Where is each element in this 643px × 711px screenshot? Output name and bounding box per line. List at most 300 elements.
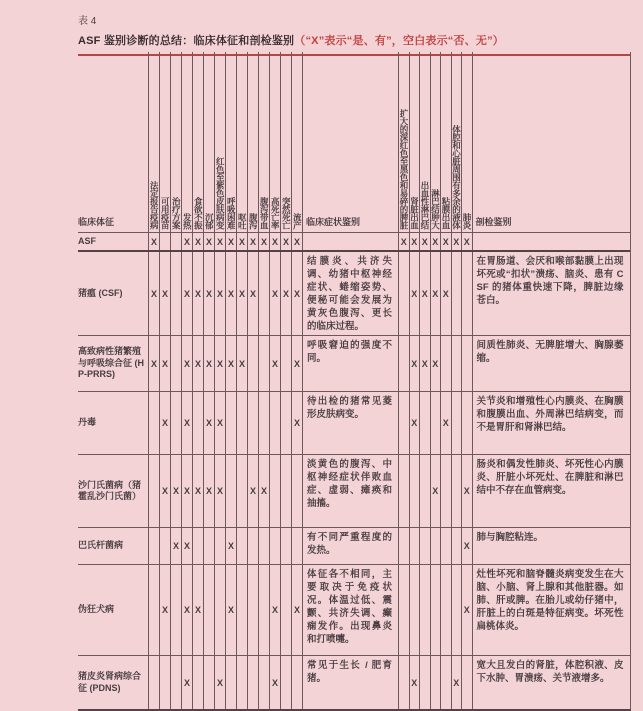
- table-row: [78, 655, 630, 709]
- mark-cell-clinical-8: [236, 336, 247, 391]
- mark-cell-clinical-6: [214, 392, 225, 454]
- x-mark: X: [271, 358, 278, 369]
- column-header-necropsy-diff: [472, 52, 630, 232]
- x-mark: X: [293, 288, 300, 299]
- mark-cell-clinical-12: [280, 656, 291, 709]
- mark-cell-necropsy-2: [419, 656, 430, 709]
- necropsy-diff-text: 肺与胸腔粘连。: [476, 532, 544, 543]
- x-mark: X: [216, 358, 223, 369]
- disease-name: 沙门氏菌病（猪霍乱沙门氏菌）: [78, 479, 142, 501]
- mark-cell-clinical-7: [225, 336, 236, 391]
- mark-cell-clinical-3: [181, 233, 192, 250]
- column-header-clinical-12: [280, 52, 291, 232]
- x-mark: X: [282, 288, 289, 299]
- mark-cell-clinical-6: [214, 336, 225, 391]
- x-mark: X: [161, 418, 168, 428]
- mark-cell-clinical-5: [203, 336, 214, 391]
- x-mark: X: [411, 236, 418, 247]
- column-header-clinical-2: [170, 52, 181, 232]
- clinical-diff-text: 呼吸窘迫的强度不同。: [307, 340, 392, 364]
- x-mark: X: [161, 358, 168, 369]
- mark-cell-clinical-13: [291, 565, 302, 655]
- column-header-label: 突然死亡: [281, 197, 291, 229]
- mark-cell-clinical-13: [291, 528, 302, 564]
- x-mark: X: [183, 541, 190, 551]
- row-label: [78, 233, 148, 250]
- x-mark: X: [172, 486, 179, 496]
- column-header-label: 沉郁: [204, 213, 214, 229]
- mark-cell-clinical-7: [225, 528, 236, 564]
- necropsy-diff-text: 宽大且发白的肾脏，体腔积液、皮下水肿、胃溃疡、关节液增多。: [476, 660, 624, 684]
- mark-cell-necropsy-2: [419, 233, 430, 250]
- mark-cell-necropsy-5: [451, 336, 462, 391]
- x-mark: X: [183, 677, 190, 688]
- mark-cell-necropsy-2: [419, 336, 430, 391]
- disease-name: 巴氏杆菌病: [78, 540, 124, 551]
- table-header-row: [78, 52, 630, 232]
- mark-cell-necropsy-5: [451, 252, 462, 335]
- table-row: [78, 232, 630, 250]
- x-mark: X: [227, 236, 234, 247]
- disease-name: 猪瘟 (CSF): [78, 287, 123, 298]
- x-mark: X: [194, 358, 201, 369]
- mark-cell-clinical-0: [148, 252, 159, 335]
- mark-cell-clinical-5: [203, 656, 214, 709]
- mark-cell-clinical-11: [269, 392, 280, 454]
- column-header-clinical-4: [192, 52, 203, 232]
- mark-cell-clinical-5: [203, 565, 214, 655]
- necropsy-diff-text-cell: [472, 392, 630, 454]
- mark-cell-necropsy-6: [461, 336, 472, 391]
- mark-cell-clinical-2: [170, 528, 181, 564]
- mark-cell-clinical-3: [181, 392, 192, 454]
- column-header-necropsy-6: [461, 52, 472, 232]
- x-mark: X: [216, 288, 223, 299]
- mark-cell-clinical-10: [258, 233, 269, 250]
- mark-cell-clinical-1: [159, 392, 170, 454]
- mark-cell-clinical-0: [148, 528, 159, 564]
- mark-cell-clinical-1: [159, 528, 170, 564]
- mark-cell-necropsy-5: [451, 528, 462, 564]
- x-mark: X: [194, 486, 201, 496]
- row-label: [78, 392, 148, 454]
- mark-cell-clinical-12: [280, 233, 291, 250]
- mark-cell-clinical-6: [214, 252, 225, 335]
- mark-cell-clinical-1: [159, 565, 170, 655]
- mark-cell-clinical-12: [280, 528, 291, 564]
- mark-cell-clinical-1: [159, 336, 170, 391]
- table-number: 表 4: [78, 16, 97, 27]
- mark-cell-clinical-0: [148, 392, 159, 454]
- necropsy-diff-text-cell: [472, 565, 630, 655]
- column-header-necropsy-1: [409, 52, 420, 232]
- mark-cell-necropsy-0: [398, 252, 409, 335]
- mark-cell-clinical-8: [236, 455, 247, 527]
- x-mark: X: [161, 605, 168, 615]
- mark-cell-necropsy-4: [440, 392, 451, 454]
- mark-cell-clinical-2: [170, 252, 181, 335]
- row-label: [78, 455, 148, 527]
- x-mark: X: [463, 486, 470, 496]
- mark-cell-clinical-13: [291, 656, 302, 709]
- mark-cell-clinical-9: [247, 233, 258, 250]
- column-header-label: 淋巴结肿大: [430, 189, 440, 229]
- mark-cell-necropsy-0: [398, 565, 409, 655]
- mark-cell-clinical-9: [247, 336, 258, 391]
- necropsy-diff-text-cell: [472, 336, 630, 391]
- mark-cell-clinical-2: [170, 656, 181, 709]
- mark-cell-clinical-7: [225, 455, 236, 527]
- column-header-label: 治疗方案: [171, 197, 181, 229]
- clinical-diff-text-cell: [302, 565, 398, 655]
- x-mark: X: [463, 236, 470, 247]
- table-row: [78, 335, 630, 391]
- necropsy-diff-text: 间质性肺炎、无脾脏增大、胸腺萎缩。: [476, 340, 624, 364]
- column-header-clinical-3: [181, 52, 192, 232]
- x-mark: X: [411, 677, 418, 688]
- mark-cell-clinical-4: [192, 233, 203, 250]
- mark-cell-clinical-5: [203, 252, 214, 335]
- mark-cell-necropsy-0: [398, 336, 409, 391]
- x-mark: X: [442, 288, 449, 299]
- necropsy-diff-text-cell: [472, 528, 630, 564]
- x-mark: X: [238, 236, 245, 247]
- mark-cell-clinical-10: [258, 455, 269, 527]
- corner-label: 临床体征: [78, 217, 115, 227]
- column-header-label: 呼吸困难: [226, 197, 236, 229]
- clinical-diff-text-cell: [302, 656, 398, 709]
- mark-cell-clinical-13: [291, 233, 302, 250]
- x-mark: X: [150, 288, 157, 299]
- mark-cell-clinical-8: [236, 565, 247, 655]
- mark-cell-clinical-9: [247, 656, 258, 709]
- mark-cell-clinical-13: [291, 252, 302, 335]
- clinical-diff-text-cell: [302, 252, 398, 335]
- mark-cell-clinical-4: [192, 528, 203, 564]
- clinical-diff-label: 临床症状鉴别: [306, 217, 361, 227]
- mark-cell-necropsy-4: [440, 656, 451, 709]
- disease-name: ASF: [78, 235, 96, 246]
- mark-cell-clinical-10: [258, 336, 269, 391]
- mark-cell-clinical-9: [247, 455, 258, 527]
- x-mark: X: [183, 605, 190, 615]
- x-mark: X: [260, 236, 267, 247]
- mark-cell-clinical-0: [148, 455, 159, 527]
- mark-cell-necropsy-3: [430, 528, 441, 564]
- corner-clinical-signs-header: [78, 52, 148, 232]
- row-label: [78, 528, 148, 564]
- mark-cell-clinical-5: [203, 528, 214, 564]
- column-header-necropsy-4: [440, 52, 451, 232]
- x-mark: X: [150, 236, 157, 247]
- mark-cell-clinical-11: [269, 233, 280, 250]
- mark-cell-clinical-6: [214, 656, 225, 709]
- mark-cell-necropsy-6: [461, 455, 472, 527]
- column-header-label: 可用疫苗: [160, 197, 170, 229]
- mark-cell-necropsy-3: [430, 336, 441, 391]
- column-header-necropsy-2: [419, 52, 430, 232]
- x-mark: X: [194, 236, 201, 247]
- mark-cell-clinical-11: [269, 656, 280, 709]
- mark-cell-necropsy-3: [430, 233, 441, 250]
- mark-cell-necropsy-6: [461, 656, 472, 709]
- clinical-diff-text: 结膜炎、共济失调、幼猪中枢神经症状、蜷缩姿势、便秘可能会发展为黄灰色腹泻、更长的临床过程。: [307, 256, 392, 332]
- x-mark: X: [442, 418, 449, 428]
- column-header-label: 呕吐: [237, 213, 247, 229]
- x-mark: X: [260, 486, 267, 496]
- x-mark: X: [293, 358, 300, 369]
- mark-cell-clinical-4: [192, 336, 203, 391]
- mark-cell-clinical-2: [170, 455, 181, 527]
- disease-name: 伪狂犬病: [78, 604, 115, 615]
- x-mark: X: [411, 288, 418, 299]
- mark-cell-clinical-13: [291, 455, 302, 527]
- x-mark: X: [453, 236, 460, 247]
- mark-cell-clinical-3: [181, 455, 192, 527]
- mark-cell-necropsy-2: [419, 565, 430, 655]
- mark-cell-clinical-7: [225, 392, 236, 454]
- mark-cell-clinical-4: [192, 565, 203, 655]
- clinical-diff-text: 体征各不相同，主要取决于免疫状况。体温过低、震颤、共济失调、癫痫发作。出现鼻炎和打喷嚏。: [307, 569, 392, 645]
- disease-name: 丹毒: [78, 417, 97, 428]
- mark-cell-necropsy-3: [430, 252, 441, 335]
- row-label: [78, 336, 148, 391]
- column-header-clinical-8: [236, 52, 247, 232]
- column-header-necropsy-3: [430, 52, 441, 232]
- column-header-clinical-6: [214, 52, 225, 232]
- mark-cell-clinical-0: [148, 336, 159, 391]
- disease-name: 猪皮炎肾病综合征 (PDNS): [78, 671, 142, 693]
- mark-cell-clinical-0: [148, 656, 159, 709]
- mark-cell-necropsy-5: [451, 656, 462, 709]
- column-header-clinical-diff: [302, 52, 398, 232]
- mark-cell-clinical-5: [203, 233, 214, 250]
- x-mark: X: [442, 236, 449, 247]
- x-mark: X: [249, 486, 256, 496]
- mark-cell-clinical-12: [280, 392, 291, 454]
- column-header-necropsy-5: [451, 52, 462, 232]
- x-mark: X: [216, 236, 223, 247]
- mark-cell-necropsy-5: [451, 455, 462, 527]
- necropsy-diff-text: 灶性坏死和脑脊髓炎病变发生在大脑、小脑、肾上腺和其他脏器。如肺、肝或脾。在胎儿或幼仔猪中，肝脏上的白斑是特征病变。坏死性扁桃体炎。: [476, 569, 624, 632]
- x-mark: X: [161, 486, 168, 496]
- table-row: [78, 454, 630, 527]
- table-row: [78, 527, 630, 564]
- x-mark: X: [432, 236, 439, 247]
- x-mark: X: [227, 605, 234, 615]
- mark-cell-necropsy-3: [430, 656, 441, 709]
- mark-cell-necropsy-4: [440, 455, 451, 527]
- necropsy-diff-text-cell: [472, 233, 630, 250]
- mark-cell-clinical-9: [247, 252, 258, 335]
- x-mark: X: [271, 288, 278, 299]
- mark-cell-clinical-10: [258, 252, 269, 335]
- mark-cell-necropsy-0: [398, 528, 409, 564]
- mark-cell-clinical-9: [247, 392, 258, 454]
- x-mark: X: [271, 677, 278, 688]
- necropsy-diff-text-cell: [472, 252, 630, 335]
- x-mark: X: [205, 358, 212, 369]
- mark-cell-clinical-4: [192, 392, 203, 454]
- x-mark: X: [411, 418, 418, 428]
- x-mark: X: [421, 288, 428, 299]
- mark-cell-clinical-7: [225, 565, 236, 655]
- mark-cell-clinical-9: [247, 528, 258, 564]
- mark-cell-clinical-3: [181, 336, 192, 391]
- mark-cell-clinical-8: [236, 656, 247, 709]
- mark-cell-necropsy-2: [419, 528, 430, 564]
- mark-cell-clinical-1: [159, 233, 170, 250]
- mark-cell-necropsy-5: [451, 233, 462, 250]
- x-mark: X: [271, 236, 278, 247]
- mark-cell-necropsy-4: [440, 233, 451, 250]
- mark-cell-clinical-7: [225, 656, 236, 709]
- necropsy-diff-label: 剖检鉴别: [475, 217, 512, 227]
- x-mark: X: [400, 236, 407, 247]
- column-header-label: 发热: [182, 213, 192, 229]
- x-mark: X: [271, 605, 278, 615]
- mark-cell-necropsy-5: [451, 565, 462, 655]
- mark-cell-clinical-12: [280, 252, 291, 335]
- mark-cell-necropsy-0: [398, 233, 409, 250]
- mark-cell-necropsy-6: [461, 392, 472, 454]
- x-mark: X: [183, 236, 190, 247]
- mark-cell-necropsy-6: [461, 565, 472, 655]
- column-header-label: 扩大的深红色至黑色和易碎的脾脏: [399, 109, 409, 229]
- x-mark: X: [463, 605, 470, 615]
- mark-cell-necropsy-1: [409, 392, 420, 454]
- x-mark: X: [183, 486, 190, 496]
- column-header-label: 粘膜出血: [441, 197, 451, 229]
- mark-cell-clinical-12: [280, 455, 291, 527]
- mark-cell-clinical-7: [225, 252, 236, 335]
- mark-cell-clinical-3: [181, 252, 192, 335]
- x-mark: X: [183, 358, 190, 369]
- x-mark: X: [216, 486, 223, 496]
- x-mark: X: [227, 288, 234, 299]
- mark-cell-necropsy-5: [451, 392, 462, 454]
- mark-cell-clinical-3: [181, 656, 192, 709]
- mark-cell-necropsy-1: [409, 455, 420, 527]
- column-header-label: 法定报告疫病: [149, 181, 159, 229]
- mark-cell-clinical-2: [170, 233, 181, 250]
- table-row: [78, 250, 630, 335]
- column-header-clinical-1: [159, 52, 170, 232]
- mark-cell-necropsy-3: [430, 455, 441, 527]
- mark-cell-necropsy-4: [440, 336, 451, 391]
- title-legend-note: （“X”表示“是、有”，空白表示“否、无”）: [294, 35, 505, 47]
- necropsy-diff-text: 关节炎和增殖性心内膜炎、在胸膜和腹膜出血、外周淋巴结病变，而不是胃肝和肾淋巴结。: [476, 396, 624, 433]
- x-mark: X: [411, 358, 418, 369]
- clinical-diff-text: 待出检的猪常见菱形皮肤病变。: [307, 396, 392, 420]
- mark-cell-clinical-10: [258, 656, 269, 709]
- clinical-diff-text: 淡黄色的腹泻、中枢神经症状伴败血症、虚弱、瘫痪和抽搐。: [307, 459, 392, 509]
- mark-cell-clinical-1: [159, 455, 170, 527]
- x-mark: X: [216, 677, 223, 688]
- x-mark: X: [293, 418, 300, 428]
- mark-cell-necropsy-1: [409, 336, 420, 391]
- column-header-necropsy-0: [398, 52, 409, 232]
- column-header-clinical-11: [269, 52, 280, 232]
- column-header-label: 肺炎: [462, 213, 472, 229]
- necropsy-diff-text: 肠炎和偶发性肺炎、坏死性心内膜炎、肝脏小坏死灶、在脾脏和淋巴结中不存在血管病变。: [476, 459, 624, 496]
- mark-cell-clinical-9: [247, 565, 258, 655]
- mark-cell-necropsy-1: [409, 233, 420, 250]
- mark-cell-clinical-1: [159, 252, 170, 335]
- clinical-diff-text: 有不同严重程度的发热。: [307, 532, 392, 556]
- table-row: [78, 564, 630, 655]
- x-mark: X: [205, 486, 212, 496]
- mark-cell-necropsy-1: [409, 252, 420, 335]
- mark-cell-necropsy-6: [461, 233, 472, 250]
- mark-cell-clinical-1: [159, 656, 170, 709]
- column-header-label: 红色至紫色皮肤病变: [215, 157, 225, 229]
- x-mark: X: [249, 236, 256, 247]
- necropsy-diff-text-cell: [472, 656, 630, 709]
- x-mark: X: [194, 605, 201, 615]
- mark-cell-clinical-7: [225, 233, 236, 250]
- x-mark: X: [227, 541, 234, 551]
- mark-cell-clinical-0: [148, 233, 159, 250]
- mark-cell-necropsy-4: [440, 252, 451, 335]
- mark-cell-necropsy-0: [398, 455, 409, 527]
- necropsy-diff-text: 在胃肠道、会厌和喉部黏膜上出现坏死或“扣状”溃疡、脑炎、患有 CSF 的猪体重快速下降，脾脏边缘苍白。: [476, 256, 624, 306]
- necropsy-diff-text-cell: [472, 455, 630, 527]
- mark-cell-necropsy-2: [419, 392, 430, 454]
- mark-cell-clinical-5: [203, 455, 214, 527]
- mark-cell-necropsy-4: [440, 528, 451, 564]
- x-mark: X: [293, 605, 300, 615]
- row-label: [78, 656, 148, 709]
- column-header-label: 出血性淋巴结: [420, 181, 430, 229]
- mark-cell-clinical-2: [170, 336, 181, 391]
- title-main-text: ASF 鉴别诊断的总结：临床体征和剖检鉴别: [78, 35, 295, 47]
- mark-cell-clinical-0: [148, 565, 159, 655]
- mark-cell-clinical-13: [291, 336, 302, 391]
- x-mark: X: [183, 418, 190, 428]
- mark-cell-necropsy-0: [398, 656, 409, 709]
- row-label: [78, 565, 148, 655]
- mark-cell-clinical-2: [170, 565, 181, 655]
- x-mark: X: [453, 677, 460, 688]
- column-header-label: 体腔和心脏周围有多余的液体: [451, 125, 461, 229]
- x-mark: X: [172, 541, 179, 551]
- x-mark: X: [205, 418, 212, 428]
- mark-cell-clinical-11: [269, 336, 280, 391]
- mark-cell-necropsy-1: [409, 565, 420, 655]
- x-mark: X: [205, 288, 212, 299]
- x-mark: X: [227, 358, 234, 369]
- x-mark: X: [282, 236, 289, 247]
- mark-cell-necropsy-4: [440, 565, 451, 655]
- mark-cell-clinical-6: [214, 455, 225, 527]
- mark-cell-necropsy-1: [409, 528, 420, 564]
- x-mark: X: [238, 358, 245, 369]
- clinical-diff-text-cell: [302, 455, 398, 527]
- column-header-label: 腹泻: [248, 213, 258, 229]
- table-row: [78, 391, 630, 454]
- x-mark: X: [183, 288, 190, 299]
- column-header-clinical-9: [247, 52, 258, 232]
- diagnosis-table: [78, 52, 631, 711]
- x-mark: X: [432, 486, 439, 496]
- x-mark: X: [463, 541, 470, 551]
- clinical-diff-text-cell: [302, 392, 398, 454]
- mark-cell-necropsy-6: [461, 528, 472, 564]
- x-mark: X: [432, 288, 439, 299]
- mark-cell-necropsy-6: [461, 252, 472, 335]
- mark-cell-clinical-8: [236, 252, 247, 335]
